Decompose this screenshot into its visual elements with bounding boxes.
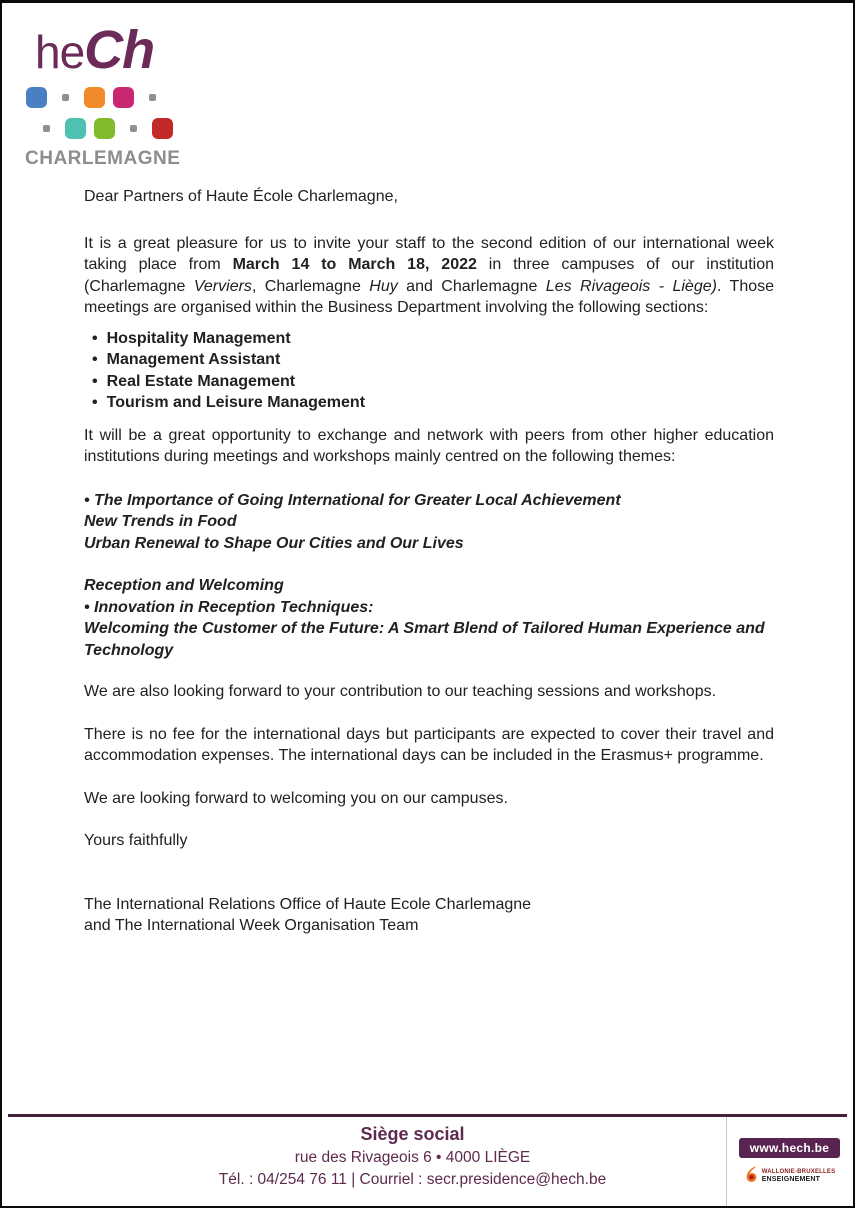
footer-body: [2, 1117, 853, 1206]
footer: [2, 1114, 853, 1206]
logo-org-name: CHARLEMAGNE: [25, 148, 181, 169]
footer-title: Siège social: [360, 1124, 465, 1144]
hech-logo: [25, 20, 181, 170]
logo-dot: [130, 125, 137, 132]
logo-square-teal: [65, 118, 86, 139]
campus-huy: Huy: [369, 277, 398, 295]
logo-squares-row2: [25, 117, 180, 139]
sections-list: [84, 328, 774, 414]
paragraph-contribution: We are also looking forward to your contribution to our teaching sessions and workshops.: [84, 683, 717, 700]
campus-liege: Les Rivageois - Liège): [545, 277, 717, 295]
logo-squares-row1: [25, 86, 180, 108]
salutation: Dear Partners of Haute École Charlemagne,: [84, 188, 398, 205]
logo-square-blue: [26, 87, 47, 108]
bullet-icon: •: [92, 372, 98, 390]
footer-phone-email: Tél. : 04/254 76 11 | Courriel : secr.presidence@hech.be: [218, 1171, 607, 1188]
wbe-flame-icon: [744, 1165, 759, 1189]
paragraph-opportunity: It will be a great opportunity to exchange and network with peers from other higher education institutions during meetings and workshops mainly centred on the following themes:: [84, 426, 774, 465]
section-label: Hospitality Management: [106, 329, 291, 347]
wbe-line2: ENSEIGNEMENT: [761, 1176, 821, 1184]
list-item: [84, 349, 774, 371]
theme-line: New Trends in Food: [84, 513, 237, 530]
website-badge[interactable]: www.hech.be: [739, 1138, 841, 1158]
bullet-icon: •: [92, 329, 98, 347]
section-label: Real Estate Management: [106, 372, 296, 390]
list-item: [84, 392, 774, 414]
footer-address: rue des Rivageois 6 • 4000 LIÈGE: [294, 1149, 531, 1166]
logo-dot: [149, 94, 156, 101]
closing: Yours faithfully: [84, 832, 188, 849]
logo-squares: [25, 86, 180, 139]
theme-line: Welcoming the Customer of the Future: A Smart Blend of Tailored Human Experience and Technology: [84, 620, 765, 659]
logo-square-red: [152, 118, 173, 139]
wbe-line1: WALLONIE-BRUXELLES: [761, 1169, 836, 1176]
footer-contact-block: [2, 1124, 823, 1189]
bullet-icon: •: [92, 394, 98, 411]
wbe-logo: [744, 1165, 836, 1189]
list-item: [84, 328, 774, 350]
campus-verviers: Verviers: [193, 277, 252, 295]
theme-line: • The Importance of Going International for Greater Local Achievement: [84, 491, 621, 509]
logo-square-orange: [84, 87, 105, 108]
logo-square-magenta: [113, 87, 134, 108]
invite-dates: March 14 to March 18, 2022: [232, 256, 477, 273]
wordmark-he: he: [35, 26, 85, 78]
logo-dot: [62, 94, 69, 101]
hech-wordmark: [35, 20, 180, 80]
logo-dot: [43, 125, 50, 132]
wordmark-ch: Ch: [84, 20, 155, 80]
invite-text: It is a great pleasure for us to invite your staff to the second edition of our international week taking place from: [84, 234, 774, 273]
bullet-icon: •: [92, 351, 98, 368]
themes-block-2: [84, 575, 774, 661]
theme-line: • Innovation in Reception Techniques:: [84, 598, 374, 616]
section-label: Management Assistant: [106, 351, 281, 368]
paragraph-invitation: It is a great pleasure for us to invite your staff to the second edition of our international week taking place from March 14 to March 18, 2022 in three campuses of our institution (Charlemagne Verviers, Charlemagne Huy and Charlemagne Les Rivageois - Liège). Those meetings are organised within the Business Department involving the following sections:: [84, 234, 775, 316]
signature-line: and The International Week Organisation Team: [84, 917, 419, 934]
footer-right-column: [726, 1117, 852, 1206]
signature-block: [84, 894, 774, 937]
letter-body: [84, 186, 774, 937]
paragraph-fees: There is no fee for the international days but participants are expected to cover their travel and accommodation expenses. The international days can be included in the Erasmus+ programme.: [84, 725, 774, 764]
wbe-logo-text: [762, 1169, 836, 1185]
signature-line: The International Relations Office of Haute Ecole Charlemagne: [84, 895, 532, 913]
theme-line: Reception and Welcoming: [84, 577, 284, 594]
paragraph-welcome: We are looking forward to welcoming you on our campuses.: [84, 789, 508, 807]
themes-block-1: [84, 490, 774, 555]
logo-square-green: [94, 118, 115, 139]
theme-line: Urban Renewal to Shape Our Cities and Our Lives: [84, 534, 464, 552]
section-label: Tourism and Leisure Management: [106, 394, 366, 411]
list-item: [84, 371, 774, 393]
